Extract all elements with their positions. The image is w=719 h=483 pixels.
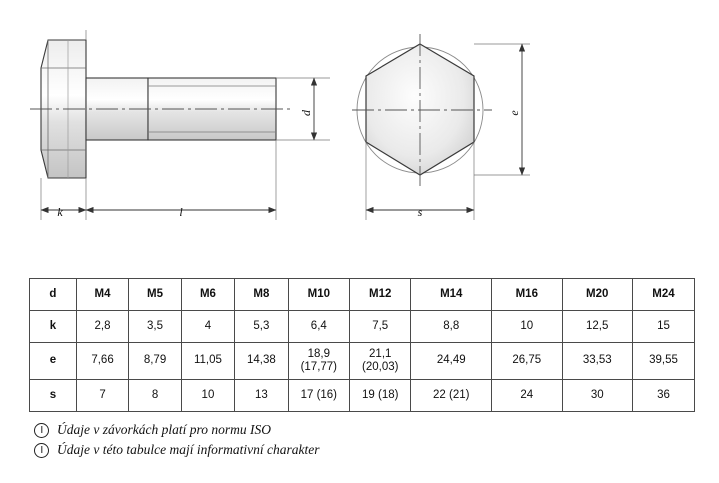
table-cell: 22 (21) [411, 380, 492, 412]
table-cell: 13 [235, 380, 288, 412]
note-text: Údaje v této tabulce mají informativní charakter [57, 442, 320, 457]
table-cell: 11,05 [181, 343, 234, 380]
info-icon [34, 443, 49, 458]
note-item [34, 440, 694, 460]
table-row [30, 311, 695, 343]
table-cell: 39,55 [632, 343, 694, 380]
table-cell: 17 (16) [288, 380, 349, 412]
table-cell: 4 [181, 311, 234, 343]
table-cell: 6,4 [288, 311, 349, 343]
table-cell: 7,5 [350, 311, 411, 343]
table-header-cell: M20 [562, 279, 632, 311]
table-cell: 5,3 [235, 311, 288, 343]
table-cell: 33,53 [562, 343, 632, 380]
table-row [30, 343, 695, 380]
table-header-cell: M6 [181, 279, 234, 311]
dimension-label-k: k [57, 205, 63, 219]
table-cell: 7,66 [76, 343, 129, 380]
table-row-label: s [30, 380, 77, 412]
dimension-label-s: s [417, 205, 423, 219]
table-header-cell: M24 [632, 279, 694, 311]
table-cell: 8 [129, 380, 182, 412]
table-corner-cell: d [30, 279, 77, 311]
table-cell: 8,8 [411, 311, 492, 343]
table-cell: 30 [562, 380, 632, 412]
table-cell: 19 (18) [350, 380, 411, 412]
table-cell: 8,79 [129, 343, 182, 380]
table-cell: 18,9 (17,77) [288, 343, 349, 380]
table-cell: 24 [492, 380, 562, 412]
specs-table [29, 278, 695, 412]
table-cell: 15 [632, 311, 694, 343]
notes-list [34, 420, 694, 460]
info-icon [34, 423, 49, 438]
table-cell: 2,8 [76, 311, 129, 343]
dimension-label-e: e [507, 110, 521, 116]
table-cell: 21,1 (20,03) [350, 343, 411, 380]
table-header-cell: M14 [411, 279, 492, 311]
table-row-label: k [30, 311, 77, 343]
table-header-cell: M12 [350, 279, 411, 311]
table-cell: 7 [76, 380, 129, 412]
table-cell: 24,49 [411, 343, 492, 380]
table-row [30, 380, 695, 412]
table-cell: 3,5 [129, 311, 182, 343]
table-cell: 26,75 [492, 343, 562, 380]
specs-table-wrap [29, 278, 695, 412]
table-header-cell: M8 [235, 279, 288, 311]
table-cell: 10 [492, 311, 562, 343]
note-text: Údaje v závorkách platí pro normu ISO [57, 422, 271, 437]
table-cell: 36 [632, 380, 694, 412]
table-row-label: e [30, 343, 77, 380]
table-header-cell: M10 [288, 279, 349, 311]
table-cell: 14,38 [235, 343, 288, 380]
table-header-cell: M4 [76, 279, 129, 311]
dimension-label-d: d [299, 110, 313, 116]
note-item [34, 420, 694, 440]
table-header-cell: M5 [129, 279, 182, 311]
table-header-row [30, 279, 695, 311]
dimension-label-l: l [179, 205, 183, 219]
table-cell: 10 [181, 380, 234, 412]
table-cell: 12,5 [562, 311, 632, 343]
table-header-cell: M16 [492, 279, 562, 311]
